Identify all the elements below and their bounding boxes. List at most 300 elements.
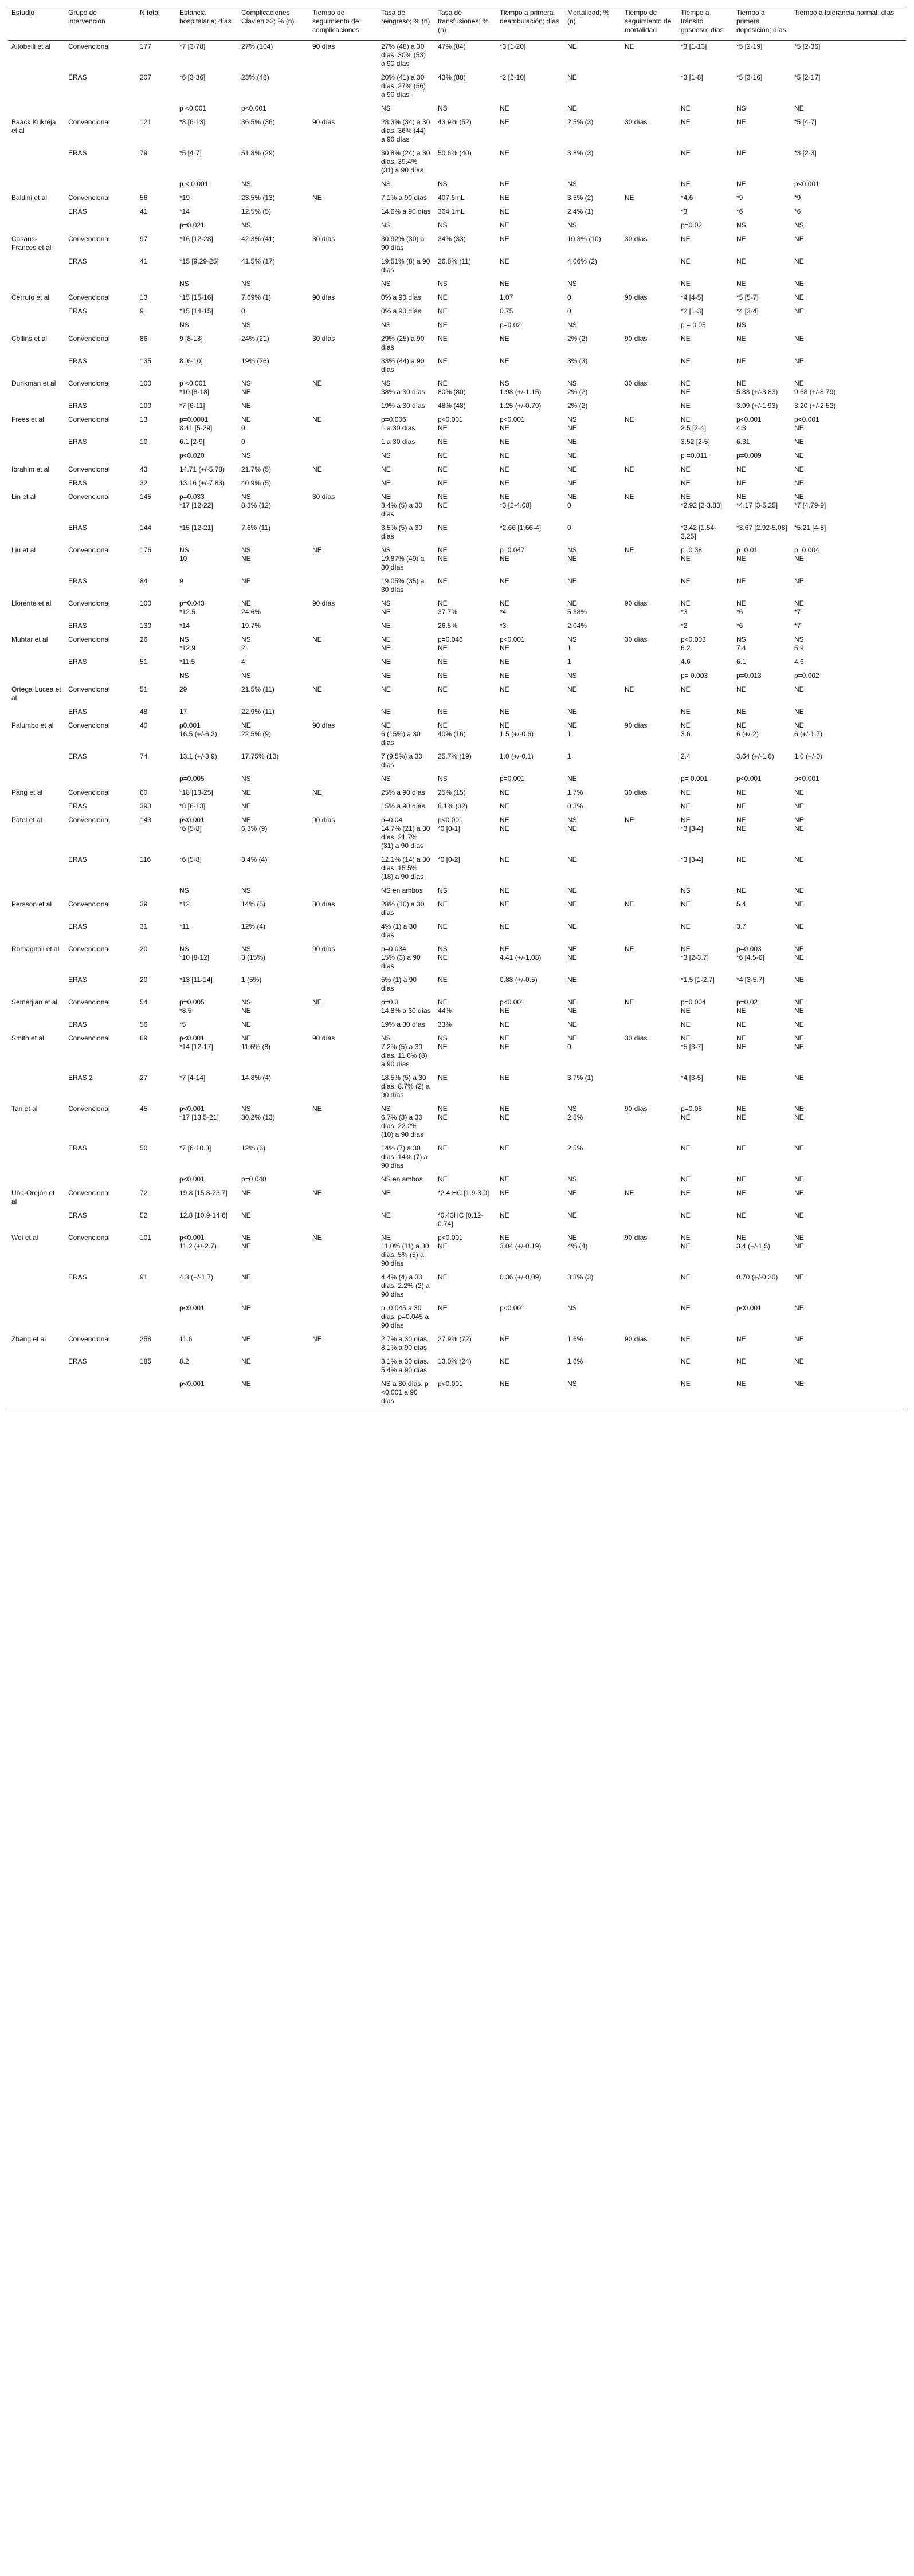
cell-transfusion-rate: NE xyxy=(438,438,448,446)
cell-normal-tolerance: NE xyxy=(794,335,804,343)
cell-transfusion-rate: NS xyxy=(438,280,448,288)
cell-mortality: NS 1 xyxy=(567,635,577,652)
cell-n-total xyxy=(136,103,176,116)
cell-complications-followup xyxy=(309,885,378,898)
cell-n-total: 9 xyxy=(140,307,144,315)
cell-normal-tolerance: NE xyxy=(794,886,804,894)
table-row xyxy=(8,814,906,854)
table-row xyxy=(8,233,906,256)
cell-complications: 41.5% (17) xyxy=(241,257,275,265)
cell-complications: 23.5% (13) xyxy=(241,194,275,202)
cell-complications: NE xyxy=(241,1211,251,1219)
cell-ambulation-time: 0.88 (+/-0.5) xyxy=(500,976,538,984)
cell-readmission-rate: p=0.034 15% (3) a 90 días xyxy=(381,945,421,970)
cell-first-bowel: NE xyxy=(736,577,746,585)
column-header-group: Grupo de intervención xyxy=(68,9,105,25)
cell-n-total: 100 xyxy=(140,379,152,387)
cell-hospital-stay: *14 xyxy=(179,622,190,630)
cell-normal-tolerance: NE xyxy=(794,438,804,446)
cell-ambulation-time: NE xyxy=(500,207,509,215)
cell-n-total: 176 xyxy=(140,546,152,554)
cell-n-total: 20 xyxy=(140,976,148,984)
cell-ambulation-time: NE xyxy=(500,104,509,112)
cell-normal-tolerance: NE xyxy=(794,788,804,796)
cell-mortality: NE xyxy=(567,438,577,446)
cell-group xyxy=(65,1173,136,1187)
cell-complications-followup xyxy=(309,1302,378,1333)
cell-group: Convencional xyxy=(68,1034,110,1042)
cell-n-total: 97 xyxy=(140,235,148,243)
cell-transfusion-rate: NE xyxy=(438,1175,448,1183)
cell-gas-transit: NE xyxy=(681,708,691,716)
cell-gas-transit: 2.4 xyxy=(681,752,691,760)
table-row xyxy=(8,1378,906,1409)
cell-gas-transit: NE xyxy=(681,1335,691,1343)
cell-mortality-followup: NE xyxy=(625,998,634,1006)
cell-group xyxy=(65,319,136,333)
cell-readmission-rate: NS a 30 días. p <0.001 a 90 días xyxy=(381,1380,429,1405)
cell-complications: 12% (4) xyxy=(241,922,266,930)
cell-complications: 12.5% (5) xyxy=(241,207,272,215)
cell-gas-transit: NE *3 xyxy=(681,599,691,616)
cell-complications-followup xyxy=(309,400,378,414)
cell-mortality-followup xyxy=(621,773,677,787)
cell-complications-followup xyxy=(309,72,378,103)
cell-group: ERAS xyxy=(68,802,87,810)
cell-gas-transit: NE xyxy=(681,465,691,473)
cell-complications: 36.5% (36) xyxy=(241,118,275,126)
cell-transfusion-rate: NE xyxy=(438,1273,448,1281)
cell-first-bowel: NE xyxy=(736,118,746,126)
cell-ambulation-time: 1.25 (+/-0.79) xyxy=(500,402,542,410)
cell-ambulation-time: NE xyxy=(500,708,509,716)
cell-first-bowel: NE xyxy=(736,235,746,243)
column-header-complications-followup: Tiempo de seguimiento de complicaciones xyxy=(312,9,360,34)
cell-gas-transit: NE xyxy=(681,1175,691,1183)
cell-mortality-followup: 30 días xyxy=(625,1034,648,1042)
cell-complications-followup: 90 días xyxy=(312,721,335,729)
table-row xyxy=(8,1032,906,1072)
cell-n-total xyxy=(136,1378,176,1409)
cell-complications: NE xyxy=(241,577,251,585)
cell-group: Convencional xyxy=(68,235,110,243)
cell-group: ERAS xyxy=(68,855,87,863)
cell-gas-transit: NE xyxy=(681,577,691,585)
cell-mortality: NE xyxy=(567,708,577,716)
cell-complications: NS NE xyxy=(241,998,251,1015)
cell-mortality: 1 xyxy=(567,658,571,666)
cell-ambulation-time: NE *3 [2-4.08] xyxy=(500,493,532,509)
cell-first-bowel: NE xyxy=(736,1074,746,1082)
cell-complications: 40.9% (5) xyxy=(241,479,272,487)
cell-readmission-rate: 30.8% (24) a 30 días. 39.4% (31) a 90 días xyxy=(381,149,430,174)
cell-transfusion-rate: 48% (48) xyxy=(438,402,466,410)
cell-transfusion-rate: NE 37.7% xyxy=(438,599,458,616)
cell-transfusion-rate: NE NE xyxy=(438,493,448,509)
cell-group: Convencional xyxy=(68,335,110,343)
cell-hospital-stay: p=0.0001 8.41 [5-29] xyxy=(179,415,213,432)
cell-mortality: NE xyxy=(567,976,577,984)
cell-normal-tolerance: NE *7 xyxy=(794,599,804,616)
cell-hospital-stay: 13.16 (+/-7.83) xyxy=(179,479,225,487)
cell-study xyxy=(8,854,65,885)
cell-transfusion-rate: NE xyxy=(438,524,448,532)
cell-study xyxy=(8,477,65,491)
cell-complications: 14.8% (4) xyxy=(241,1074,272,1082)
cell-complications: NE xyxy=(241,1273,251,1281)
cell-gas-transit: *4 [4-5] xyxy=(681,293,703,301)
cell-readmission-rate: NE xyxy=(381,465,391,473)
cell-complications-followup: 90 días xyxy=(312,945,335,953)
cell-study xyxy=(8,206,65,219)
cell-readmission-rate: NE xyxy=(381,1211,391,1219)
cell-transfusion-rate: p<0.001 NE xyxy=(438,1234,463,1250)
cell-group: ERAS 2 xyxy=(68,1074,93,1082)
cell-readmission-rate: NE xyxy=(381,672,391,680)
cell-ambulation-time: NE xyxy=(500,802,509,810)
cell-gas-transit: NE NE xyxy=(681,379,691,396)
table-row xyxy=(8,1103,906,1142)
cell-study xyxy=(8,620,65,634)
cell-complications: 42.3% (41) xyxy=(241,235,275,243)
cell-group: Convencional xyxy=(68,379,110,387)
cell-transfusion-rate: NE xyxy=(438,1144,448,1152)
cell-transfusion-rate: NE xyxy=(438,307,448,315)
cell-normal-tolerance: NE xyxy=(794,1074,804,1082)
cell-complications: NE 11.6% (8) xyxy=(241,1034,271,1051)
cell-mortality: NE xyxy=(567,465,577,473)
cell-mortality: 2.5% (3) xyxy=(567,118,594,126)
cell-n-total: 41 xyxy=(140,257,148,265)
cell-first-bowel: p<0.001 xyxy=(736,775,762,783)
cell-group: Convencional xyxy=(68,685,110,693)
cell-readmission-rate: NS en ambos xyxy=(381,1175,423,1183)
cell-complications: NS xyxy=(241,180,251,188)
cell-mortality: NE xyxy=(567,886,577,894)
cell-group xyxy=(65,670,136,684)
cell-n-total: 86 xyxy=(140,335,148,343)
cell-readmission-rate: 5% (1) a 90 días xyxy=(381,976,417,992)
cell-group: Convencional xyxy=(68,998,110,1006)
cell-mortality-followup xyxy=(621,656,677,670)
cell-mortality: 1.6% xyxy=(567,1357,583,1365)
cell-group xyxy=(65,219,136,233)
cell-normal-tolerance: NS 5.9 xyxy=(794,635,804,652)
cell-normal-tolerance: NE xyxy=(794,293,804,301)
cell-group xyxy=(65,103,136,116)
cell-normal-tolerance: *5 [4-7] xyxy=(794,118,817,126)
cell-first-bowel: NS xyxy=(736,221,746,229)
cell-group: Convencional xyxy=(68,1189,110,1197)
cell-normal-tolerance: NE xyxy=(794,451,804,460)
cell-normal-tolerance: p=0.004 NE xyxy=(794,546,819,563)
cell-complications-followup: NE xyxy=(312,1189,322,1197)
cell-mortality-followup xyxy=(621,885,677,898)
cell-hospital-stay: 17 xyxy=(179,708,187,716)
cell-n-total xyxy=(136,1173,176,1187)
cell-n-total: 26 xyxy=(140,635,148,643)
cell-mortality: NE xyxy=(567,577,577,585)
cell-mortality-followup xyxy=(621,706,677,720)
cell-mortality-followup: NE xyxy=(625,42,634,50)
cell-complications: NE xyxy=(241,1357,251,1365)
cell-hospital-stay: p <0.001 *10 [8-18] xyxy=(179,379,210,396)
cell-study: Uña-Orejón et al xyxy=(11,1189,55,1205)
cell-study xyxy=(8,1210,65,1232)
cell-ambulation-time: 1.07 xyxy=(500,293,513,301)
cell-first-bowel: NE NE xyxy=(736,1034,746,1051)
cell-mortality: NE xyxy=(567,1211,577,1219)
cell-normal-tolerance: *6 xyxy=(794,207,801,215)
cell-mortality: NS NE xyxy=(567,546,577,563)
cell-transfusion-rate: NE xyxy=(438,976,448,984)
cell-gas-transit: *4.6 xyxy=(681,194,693,202)
cell-complications-followup: 30 días xyxy=(312,235,335,243)
cell-study: Semerjian et al xyxy=(11,998,58,1006)
cell-hospital-stay: p=0.005 *8.5 xyxy=(179,998,205,1015)
cell-study xyxy=(8,656,65,670)
cell-ambulation-time: NE xyxy=(500,855,509,863)
cell-hospital-stay: NS 10 xyxy=(179,546,189,563)
cell-complications-followup: NE xyxy=(312,546,322,554)
cell-hospital-stay: *11.5 xyxy=(179,658,195,666)
cell-ambulation-time: NE xyxy=(500,922,509,930)
cell-complications: 0 xyxy=(241,438,245,446)
cell-readmission-rate: NS 7.2% (5) a 30 días. 11.6% (8) a 90 días xyxy=(381,1034,427,1068)
cell-n-total: 207 xyxy=(140,73,152,81)
cell-normal-tolerance: p=0.002 xyxy=(794,672,819,680)
cell-normal-tolerance: NE xyxy=(794,802,804,810)
cell-first-bowel: *3.67 [2.92-5.08] xyxy=(736,524,787,532)
cell-gas-transit: NE xyxy=(681,900,691,908)
table-row xyxy=(8,41,906,72)
cell-transfusion-rate: *0 [0-2] xyxy=(438,855,460,863)
table-row xyxy=(8,634,906,656)
cell-mortality-followup: NE xyxy=(625,493,634,501)
cell-gas-transit: p=0.38 NE xyxy=(681,546,703,563)
cell-n-total: 100 xyxy=(140,599,152,607)
cell-gas-transit: NE xyxy=(681,1357,691,1365)
cell-n-total: 56 xyxy=(140,194,148,202)
cell-first-bowel: NE xyxy=(736,1020,746,1028)
table-row xyxy=(8,620,906,634)
cell-study xyxy=(8,256,65,278)
cell-group: Convencional xyxy=(68,1105,110,1113)
cell-first-bowel: 3.7 xyxy=(736,922,746,930)
cell-group: Convencional xyxy=(68,194,110,202)
cell-normal-tolerance: p<0.001 NE xyxy=(794,415,819,432)
cell-gas-transit: NE 3.6 xyxy=(681,721,691,738)
cell-ambulation-time: 0.36 (+/-0.09) xyxy=(500,1273,542,1281)
cell-study xyxy=(8,450,65,464)
table-row xyxy=(8,1210,906,1232)
cell-study: Altobelli et al xyxy=(11,42,51,50)
cell-study: Casans-Frances et al xyxy=(11,235,52,252)
cell-first-bowel: NE xyxy=(736,180,746,188)
cell-gas-transit: NE *3 [3-4] xyxy=(681,816,703,833)
cell-n-total: 100 xyxy=(140,402,152,410)
cell-group: ERAS xyxy=(68,922,87,930)
cell-first-bowel: NE xyxy=(736,685,746,693)
cell-first-bowel: NE xyxy=(736,788,746,796)
cell-gas-transit: NS xyxy=(681,886,691,894)
cell-ambulation-time: NE xyxy=(500,577,509,585)
cell-readmission-rate: NE xyxy=(381,1189,391,1197)
cell-mortality: 2.4% (1) xyxy=(567,207,594,215)
cell-readmission-rate: NS NE xyxy=(381,599,391,616)
cell-transfusion-rate: p<0.001 NE xyxy=(438,415,463,432)
cell-mortality: NS xyxy=(567,221,577,229)
cell-ambulation-time: NE xyxy=(500,1357,509,1365)
cell-hospital-stay: *19 xyxy=(179,194,190,202)
cell-transfusion-rate: 407.6mL xyxy=(438,194,465,202)
cell-group: ERAS xyxy=(68,1357,87,1365)
cell-mortality-followup xyxy=(621,206,677,219)
cell-mortality: NE 5.38% xyxy=(567,599,587,616)
table-row xyxy=(8,436,906,450)
table-row xyxy=(8,256,906,278)
cell-hospital-stay: NS *12.9 xyxy=(179,635,196,652)
cell-n-total: 52 xyxy=(140,1211,148,1219)
cell-hospital-stay: p=0.021 xyxy=(179,221,205,229)
cell-group xyxy=(65,178,136,192)
table-row xyxy=(8,1142,906,1173)
cell-group: Convencional xyxy=(68,42,110,50)
cell-first-bowel: NE 3.4 (+/-1.5) xyxy=(736,1234,771,1250)
cell-transfusion-rate: p<0.001 *0 [0-1] xyxy=(438,816,463,833)
cell-study xyxy=(8,1271,65,1302)
cell-transfusion-rate: *0.43HC [0.12-0.74] xyxy=(438,1211,484,1228)
cell-group: Convencional xyxy=(68,900,110,908)
cell-gas-transit: *1.5 [1-2.7] xyxy=(681,976,715,984)
cell-gas-transit: NE xyxy=(681,1273,691,1281)
cell-complications: 21.7% (5) xyxy=(241,465,272,473)
cell-readmission-rate: p=0.006 1 a 30 días xyxy=(381,415,415,432)
cell-gas-transit: NE xyxy=(681,922,691,930)
cell-readmission-rate: 28.3% (34) a 30 días. 36% (44) a 90 días xyxy=(381,118,430,143)
cell-hospital-stay: NS xyxy=(179,280,189,288)
cell-mortality: NE 0 xyxy=(567,493,577,509)
cell-gas-transit: p=0.004 NE xyxy=(681,998,706,1015)
cell-mortality: NE 1 xyxy=(567,721,577,738)
cell-first-bowel: NE xyxy=(736,1189,746,1197)
cell-mortality-followup xyxy=(621,1271,677,1302)
cell-ambulation-time: p<0.001 NE xyxy=(500,635,525,652)
cell-transfusion-rate: 34% (33) xyxy=(438,235,466,243)
cell-ambulation-time: NE *4 xyxy=(500,599,509,616)
cell-first-bowel: NE xyxy=(736,1357,746,1365)
cell-hospital-stay: p=0.005 xyxy=(179,775,205,783)
cell-n-total: 56 xyxy=(140,1020,148,1028)
cell-ambulation-time: NE xyxy=(500,1175,509,1183)
table-header xyxy=(8,6,906,41)
cell-complications-followup: NE xyxy=(312,415,322,423)
cell-readmission-rate: 27% (48) a 30 días. 30% (53) a 90 días xyxy=(381,42,426,68)
cell-complications: 1 (5%) xyxy=(241,976,262,984)
cell-complications: 19.7% xyxy=(241,622,261,630)
cell-hospital-stay: 8.2 xyxy=(179,1357,189,1365)
cell-n-total: 48 xyxy=(140,708,148,716)
cell-n-total: 91 xyxy=(140,1273,148,1281)
cell-mortality: NS xyxy=(567,321,577,329)
cell-ambulation-time: NE xyxy=(500,1074,509,1082)
cell-gas-transit: p=0.08 NE xyxy=(681,1105,703,1121)
cell-ambulation-time: NE xyxy=(500,886,509,894)
cell-n-total: 177 xyxy=(140,42,152,50)
cell-hospital-stay: 11.6 xyxy=(179,1335,193,1343)
cell-mortality-followup: NE xyxy=(625,415,634,423)
cell-hospital-stay: *5 xyxy=(179,1020,186,1028)
cell-normal-tolerance: p<0.001 xyxy=(794,180,819,188)
cell-study xyxy=(8,178,65,192)
cell-normal-tolerance: *9 xyxy=(794,194,801,202)
cell-hospital-stay: p<0.001 11.2 (+/-2.7) xyxy=(179,1234,217,1250)
cell-complications: 27% (104) xyxy=(241,42,273,50)
cell-mortality-followup xyxy=(621,974,677,996)
cell-hospital-stay: *6 [5-8] xyxy=(179,855,202,863)
cell-ambulation-time: NE xyxy=(500,221,509,229)
cell-study: Llorente et al xyxy=(11,599,52,607)
cell-mortality-followup xyxy=(621,319,677,333)
cell-mortality: NE xyxy=(567,479,577,487)
cell-mortality-followup xyxy=(621,436,677,450)
cell-readmission-rate: NS xyxy=(381,451,391,460)
cell-group: ERAS xyxy=(68,357,87,365)
cell-mortality-followup: 30 días xyxy=(625,788,648,796)
cell-mortality: 0 xyxy=(567,307,571,315)
cell-first-bowel: NS xyxy=(736,104,746,112)
cell-first-bowel: NE xyxy=(736,479,746,487)
cell-n-total: 79 xyxy=(140,149,148,157)
cell-transfusion-rate: NE xyxy=(438,335,448,343)
cell-group xyxy=(65,773,136,787)
cell-group: ERAS xyxy=(68,577,87,585)
cell-gas-transit: NE *3 [2-3.7] xyxy=(681,945,709,961)
cell-hospital-stay: *8 [6-13] xyxy=(179,802,206,810)
cell-complications: NS 8.3% (12) xyxy=(241,493,272,509)
cell-readmission-rate: NS xyxy=(381,104,391,112)
cell-complications-followup xyxy=(309,219,378,233)
table-row xyxy=(8,684,906,706)
cell-complications-followup xyxy=(309,974,378,996)
cell-ambulation-time: NE xyxy=(500,335,509,343)
cell-first-bowel: p=0.01 NE xyxy=(736,546,758,563)
cell-study xyxy=(8,1302,65,1333)
cell-group: ERAS xyxy=(68,524,87,532)
cell-transfusion-rate: NE xyxy=(438,672,448,680)
cell-mortality: NS xyxy=(567,672,577,680)
cell-mortality-followup xyxy=(621,219,677,233)
cell-ambulation-time: NS 1.98 (+/-1.15) xyxy=(500,379,542,396)
cell-complications-followup xyxy=(309,147,378,178)
cell-mortality-followup xyxy=(621,256,677,278)
cell-group: ERAS xyxy=(68,658,87,666)
cell-hospital-stay: 29 xyxy=(179,685,187,693)
cell-ambulation-time: NE xyxy=(500,1189,509,1197)
cell-mortality-followup xyxy=(621,72,677,103)
cell-gas-transit: p= 0.003 xyxy=(681,672,708,680)
cell-transfusion-rate: *2.4 HC [1.9-3.0] xyxy=(438,1189,489,1197)
cell-complications-followup xyxy=(309,305,378,319)
cell-ambulation-time: p=0.001 xyxy=(500,775,525,783)
cell-gas-transit: NE xyxy=(681,235,691,243)
cell-mortality: 0 xyxy=(567,293,571,301)
cell-hospital-stay: p<0.001 xyxy=(179,1304,205,1312)
cell-study xyxy=(8,1378,65,1409)
cell-readmission-rate: 19.51% (8) a 90 días xyxy=(381,257,430,274)
cell-complications: NS xyxy=(241,451,251,460)
cell-normal-tolerance: NS xyxy=(794,221,804,229)
